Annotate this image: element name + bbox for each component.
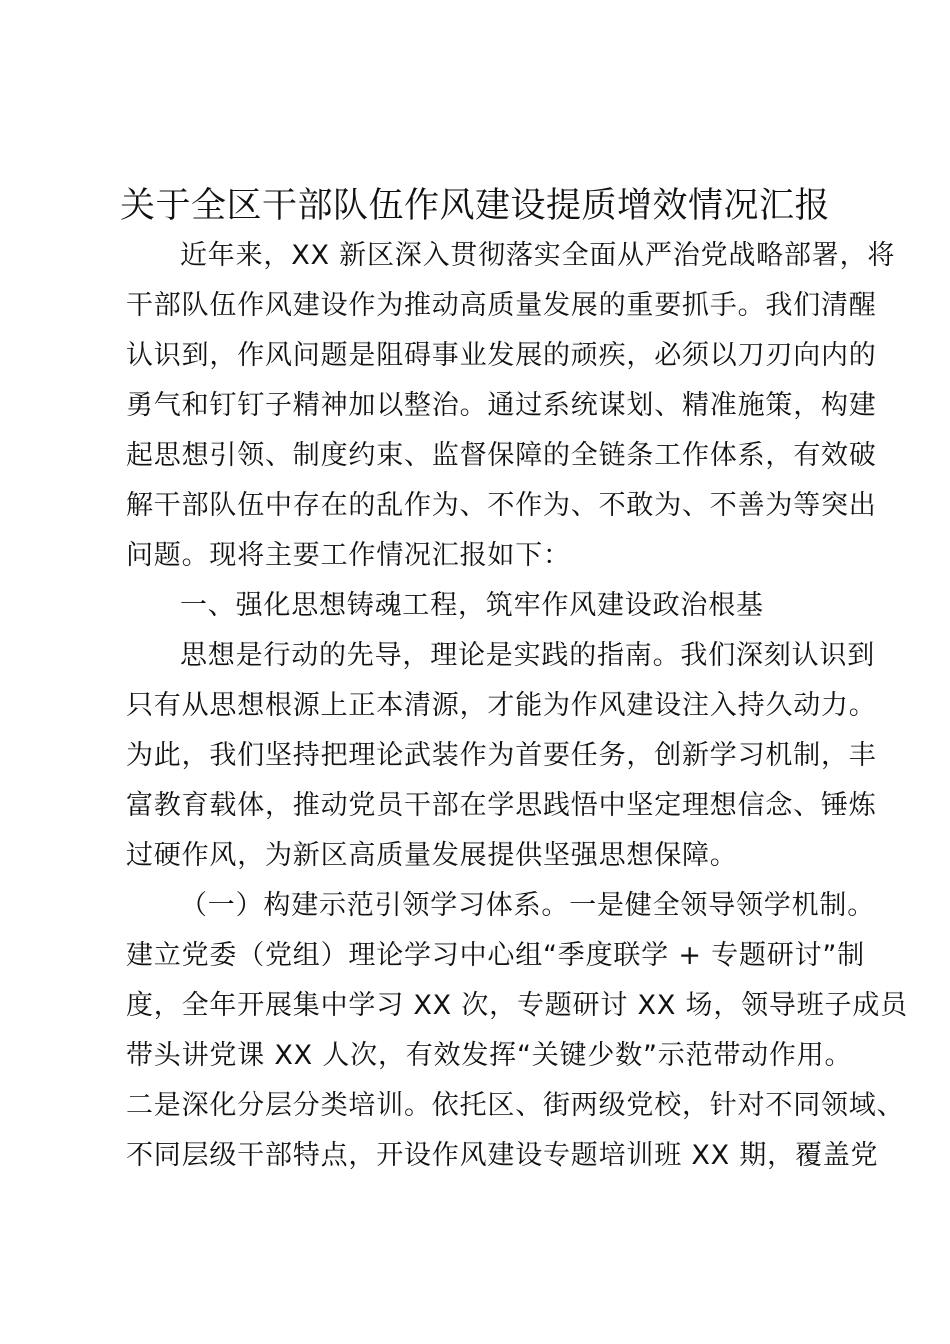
section-heading: 一、强化思想铸魂工程，筑牢作风建设政治根基	[180, 590, 764, 621]
paragraph-line: 建立党委（党组）理论学习中心组“季度联学 + 专题研讨”制	[126, 940, 865, 971]
paragraph-line: 近年来，XX 新区深入贯彻落实全面从严治党战略部署，将	[180, 240, 896, 271]
paragraph-line: 带头讲党课 XX 人次，有效发挥“关键少数”示范带动作用。	[126, 1040, 853, 1071]
paragraph-line: 过硬作风，为新区高质量发展提供坚强思想保障。	[126, 840, 738, 871]
paragraph-line: 解干部队伍中存在的乱作为、不作为、不敢为、不善为等突出	[126, 490, 877, 521]
document-title: 关于全区干部队伍作风建设提质增效情况汇报	[119, 186, 830, 226]
paragraph-line: 只有从思想根源上正本清源，才能为作风建设注入持久动力。	[126, 690, 877, 721]
paragraph-line: 思想是行动的先导，理论是实践的指南。我们深刻认识到	[180, 640, 875, 671]
paragraph-line: 不同层级干部特点，开设作风建设专题培训班 XX 期，覆盖党	[126, 1140, 879, 1171]
paragraph-line: 富教育载体，推动党员干部在学思践悟中坚定理想信念、锤炼	[126, 790, 877, 821]
paragraph-line: 起思想引领、制度约束、监督保障的全链条工作体系，有效破	[126, 440, 877, 471]
paragraph-line: （一）构建示范引领学习体系。一是健全领导领学机制。	[180, 890, 875, 921]
paragraph-line: 问题。现将主要工作情况汇报如下：	[126, 540, 571, 571]
paragraph-line: 度，全年开展集中学习 XX 次，专题研讨 XX 场，领导班子成员	[126, 990, 908, 1021]
paragraph-line: 认识到，作风问题是阻碍事业发展的顽疾，必须以刀刃向内的	[126, 340, 877, 371]
paragraph-line: 为此，我们坚持把理论武装作为首要任务，创新学习机制，丰	[126, 740, 877, 771]
paragraph-line: 勇气和钉钉子精神加以整治。通过系统谋划、精准施策，构建	[126, 390, 877, 421]
paragraph-line: 干部队伍作风建设作为推动高质量发展的重要抓手。我们清醒	[126, 290, 877, 321]
paragraph-line: 二是深化分层分类培训。依托区、街两级党校，针对不同领域、	[126, 1090, 905, 1121]
